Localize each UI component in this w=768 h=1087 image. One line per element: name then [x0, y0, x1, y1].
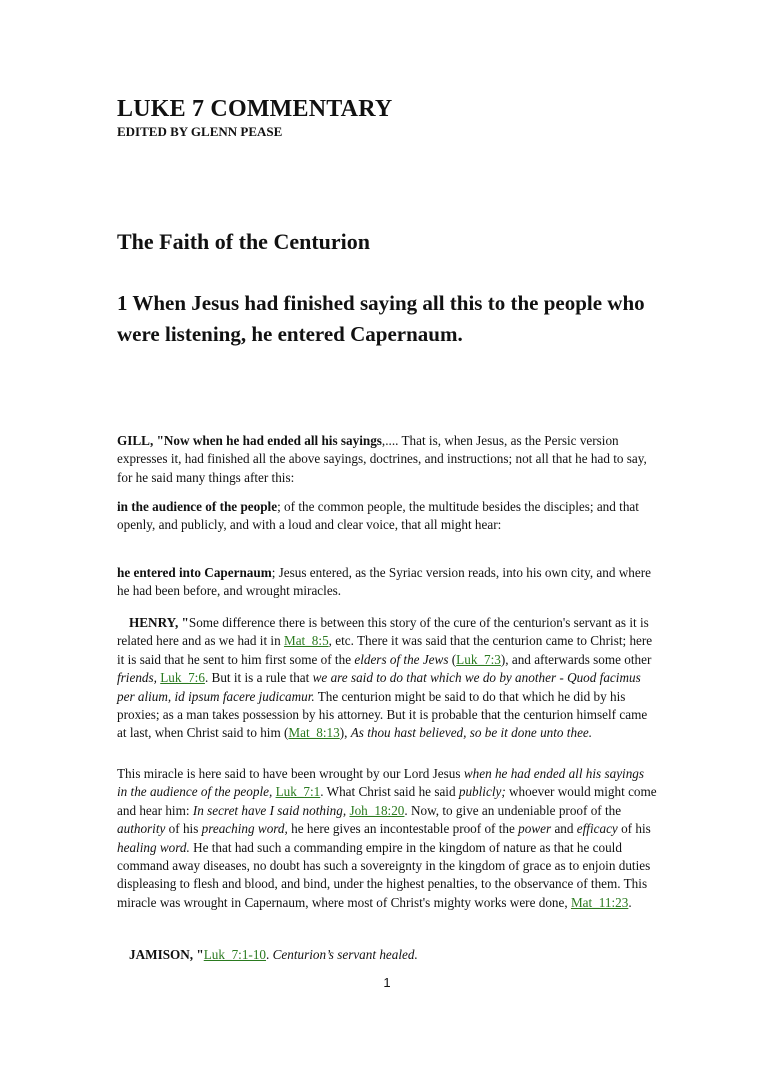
henry-italic: preaching word,	[201, 821, 288, 837]
jamison-lead: JAMISON, "	[129, 947, 204, 962]
verse-text: 1 When Jesus had finished saying all this to the people who were listening, he entered Capernaum.	[117, 291, 645, 346]
henry-text: The centurion might be said to do that which he did by his proxies; as a man takes possession by his attorney. But it is probable that the centurion himself came at last, when Christ said to him (	[117, 688, 648, 741]
henry-text: and	[551, 821, 577, 837]
henry-italic: healing word.	[117, 839, 190, 855]
henry-italic: we are said to do that which we do by another - Quod facimus per alium, id ipsum facere judicamur.	[117, 670, 641, 704]
ref-link-luk-7-6[interactable]: Luk_7:6	[160, 670, 205, 686]
gill-text-3: ; Jesus entered, as the Syriac version reads, into his own city, and where he had been before, and wrought miracles.	[117, 565, 651, 599]
henry-italic: efficacy	[576, 821, 618, 837]
henry-italic: publicly;	[458, 784, 506, 800]
henry-text: .	[628, 894, 632, 910]
document-title: LUKE 7 COMMENTARY	[117, 96, 393, 122]
ref-link-mat-8-13[interactable]: Mat_8:13	[288, 725, 340, 741]
henry-italic: authority	[117, 821, 166, 837]
henry-text: ),	[339, 725, 351, 741]
document-subtitle: EDITED BY GLENN PEASE	[117, 124, 283, 139]
gill-text-2: ; of the common people, the multitude besides the disciples; and that openly, and publicly, and with a loud and clear voice, that all might hear:	[117, 499, 639, 533]
gill-paragraph-1	[117, 432, 657, 487]
page-number: 1	[383, 975, 391, 990]
henry-italic: power	[518, 821, 552, 837]
henry-text: This miracle is here said to have been wrought by our Lord Jesus	[117, 766, 464, 781]
ref-link-mat-11-23[interactable]: Mat_11:23	[570, 894, 629, 910]
ref-link-luk-7-1-10[interactable]: Luk_7:1-10	[203, 947, 267, 962]
henry-text: He that had such a commanding empire in the kingdom of nature as that he could command away diseases, no doubt has such a sovereignty in the kingdom of grace as to enjoin duties displeasing to flesh and blood, and bind, under the highest penalties, to the observance of them. This miracle was wrought in Capernaum, where most of Christ's mighty works were done,	[117, 839, 651, 910]
henry-lead: HENRY, "	[129, 615, 189, 630]
gill-paragraph-3	[117, 564, 657, 601]
henry-paragraph-1	[117, 614, 657, 743]
henry-italic: when he had ended all his sayings in the audience of the people,	[117, 766, 645, 800]
jamison-text: .	[266, 947, 273, 962]
henry-text: he here gives an incontestable proof of the	[287, 821, 519, 837]
henry-paragraph-2	[117, 765, 657, 912]
henry-text: whoever would might come and hear him:	[117, 784, 657, 818]
ref-link-luk-7-1[interactable]: Luk_7:1	[275, 784, 321, 800]
section-heading: The Faith of the Centurion	[117, 229, 370, 254]
ref-link-mat-8-5[interactable]: Mat_8:5	[283, 633, 329, 649]
henry-text: ), and afterwards some other	[500, 651, 652, 667]
henry-text: (	[448, 651, 457, 667]
henry-italic: In secret have I said nothing,	[192, 802, 347, 818]
henry-italic: As thou hast believed, so be it done unto thee.	[350, 725, 593, 741]
gill-lead: GILL, "Now when he had ended all his sayings	[117, 433, 382, 448]
henry-italic: friends,	[117, 670, 157, 686]
henry-text: . But it is a rule that	[204, 670, 313, 686]
gill-paragraph-2	[117, 498, 657, 535]
henry-text: of his	[617, 821, 651, 837]
henry-italic: elders of the Jews	[354, 651, 449, 667]
gill-bold-3: he entered into Capernaum	[117, 565, 272, 580]
gill-text-1: ,.... That is, when Jesus, as the Persic version expresses it, had finished all the above sayings, doctrines, and instructions; not all that he had to say, for he said many things after this:	[117, 433, 647, 485]
jamison-italic: Centurion’s servant healed.	[272, 947, 418, 962]
henry-text: . Now, to give an undeniable proof of the	[404, 802, 622, 818]
henry-text: , etc. There it was said that the centurion came to Christ; here it is said that he sent to him first some of the	[117, 633, 653, 667]
jamison-paragraph	[117, 946, 657, 964]
henry-text: Some difference there is between this story of the cure of the centurion's servant as it is related here and as we had it in	[117, 615, 649, 649]
henry-text: of his	[165, 821, 202, 837]
henry-text: . What Christ said he said	[320, 784, 459, 800]
ref-link-joh-18-20[interactable]: Joh_18:20	[349, 802, 405, 818]
gill-bold-2: in the audience of the people	[117, 499, 278, 514]
ref-link-luk-7-3[interactable]: Luk_7:3	[456, 651, 501, 667]
